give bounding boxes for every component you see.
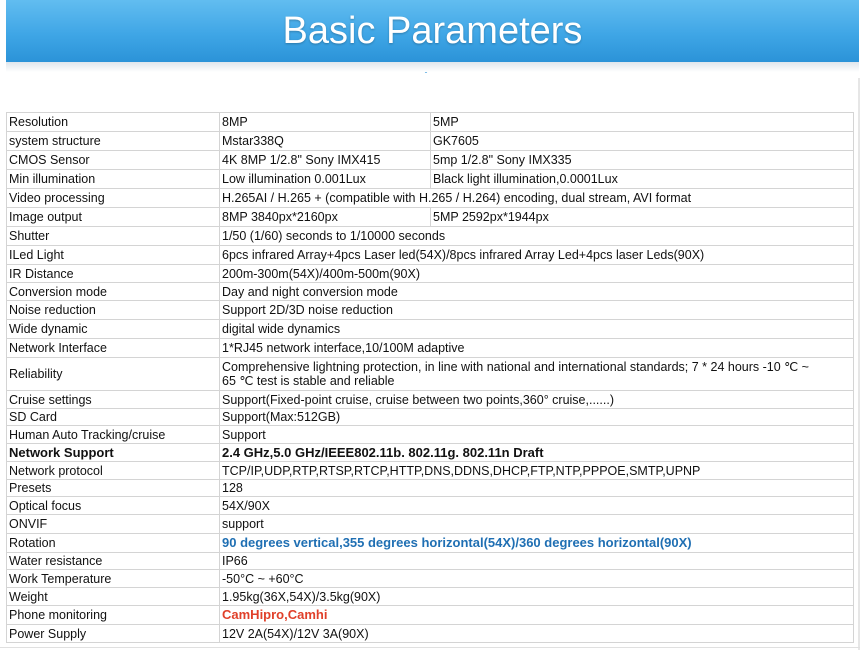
page-title: Basic Parameters (282, 10, 583, 52)
param-value: 2.4 GHz,5.0 GHz/IEEE802.11b. 802.11g. 802.11n Draft (220, 444, 854, 462)
param-label: IR Distance (7, 265, 220, 283)
table-row (7, 283, 854, 301)
param-label: Phone monitoring (7, 606, 220, 625)
param-label: Optical focus (7, 497, 220, 515)
table-row (7, 246, 854, 265)
param-value: 1.95kg(36X,54X)/3.5kg(90X) (220, 588, 854, 606)
param-value-8mp: 8MP 3840px*2160px (220, 208, 431, 227)
table-row (7, 570, 854, 588)
table-row (7, 132, 854, 151)
table-row (7, 480, 854, 497)
param-label: Power Supply (7, 625, 220, 643)
param-label: Min illumination (7, 170, 220, 189)
table-row (7, 515, 854, 534)
param-value: 200m-300m(54X)/400m-500m(90X) (220, 265, 854, 283)
param-label: ILed Light (7, 246, 220, 265)
param-label: Network Interface (7, 339, 220, 358)
table-row (7, 606, 854, 625)
param-value-8mp: 8MP (220, 113, 431, 132)
param-label: Image output (7, 208, 220, 227)
table-row (7, 625, 854, 643)
param-label: Network protocol (7, 462, 220, 480)
param-value: 128 (220, 480, 854, 497)
table-row (7, 301, 854, 320)
table-row (7, 358, 854, 391)
param-value-8mp: Mstar338Q (220, 132, 431, 151)
param-value-5mp: Black light illumination,0.0001Lux (431, 170, 854, 189)
param-label: Presets (7, 480, 220, 497)
param-label: Noise reduction (7, 301, 220, 320)
param-label: Conversion mode (7, 283, 220, 301)
param-value: Support(Max:512GB) (220, 409, 854, 426)
param-label: Video processing (7, 189, 220, 208)
table-row (7, 497, 854, 515)
table-row (7, 534, 854, 553)
param-value: Support 2D/3D noise reduction (220, 301, 854, 320)
table-row (7, 113, 854, 132)
param-label: Weight (7, 588, 220, 606)
param-value: Support (220, 426, 854, 444)
param-value: H.265AI / H.265 + (compatible with H.265 / H.264) encoding, dual stream, AVI format (220, 189, 854, 208)
param-label: Shutter (7, 227, 220, 246)
param-label: system structure (7, 132, 220, 151)
param-value: IP66 (220, 553, 854, 570)
param-value: 90 degrees vertical,355 degrees horizontal(54X)/360 degrees horizontal(90X) (220, 534, 854, 553)
param-value: Day and night conversion mode (220, 283, 854, 301)
param-label: Water resistance (7, 553, 220, 570)
param-label: CMOS Sensor (7, 151, 220, 170)
param-value: digital wide dynamics (220, 320, 854, 339)
param-label: Human Auto Tracking/cruise (7, 426, 220, 444)
param-value: 1*RJ45 network interface,10/100M adaptive (220, 339, 854, 358)
param-value: -50°C ~ +60°C (220, 570, 854, 588)
param-value: 1/50 (1/60) seconds to 1/10000 seconds (220, 227, 854, 246)
param-value-5mp: GK7605 (431, 132, 854, 151)
param-value-5mp: 5MP (431, 113, 854, 132)
table-row (7, 444, 854, 462)
table-row (7, 409, 854, 426)
table-row (7, 265, 854, 283)
param-label: ONVIF (7, 515, 220, 534)
table-row (7, 391, 854, 409)
table-row (7, 426, 854, 444)
param-value-8mp: Low illumination 0.001Lux (220, 170, 431, 189)
param-value: Support(Fixed-point cruise, cruise between two points,360° cruise,......) (220, 391, 854, 409)
param-label: Work Temperature (7, 570, 220, 588)
param-value: support (220, 515, 854, 534)
table-row (7, 320, 854, 339)
param-value-5mp: 5mp 1/2.8" Sony IMX335 (431, 151, 854, 170)
param-label: Cruise settings (7, 391, 220, 409)
banner-shadow (6, 62, 859, 72)
parameters-table (6, 112, 854, 643)
table-row (7, 151, 854, 170)
param-value: 54X/90X (220, 497, 854, 515)
table-row (7, 227, 854, 246)
param-value: Comprehensive lightning protection, in line with national and international standards; 7 * 24 hours -10 ℃ ~ 65 ℃ test is stable and reliable (220, 358, 854, 391)
title-banner (6, 0, 859, 62)
param-value: 6pcs infrared Array+4pcs Laser led(54X)/8pcs infrared Array Led+4pcs laser Leds(90X) (220, 246, 854, 265)
bottom-edge-line (0, 647, 860, 648)
table-row (7, 462, 854, 480)
param-value: 12V 2A(54X)/12V 3A(90X) (220, 625, 854, 643)
table-row (7, 208, 854, 227)
table-row (7, 189, 854, 208)
param-label: Network Support (7, 444, 220, 462)
param-value-5mp: 5MP 2592px*1944px (431, 208, 854, 227)
param-value: CamHipro,Camhi (220, 606, 854, 625)
table-row (7, 170, 854, 189)
table-row (7, 339, 854, 358)
param-label: SD Card (7, 409, 220, 426)
param-label: Wide dynamic (7, 320, 220, 339)
param-value: TCP/IP,UDP,RTP,RTSP,RTCP,HTTP,DNS,DDNS,DHCP,FTP,NTP,PPPOE,SMTP,UPNP (220, 462, 854, 480)
param-value-8mp: 4K 8MP 1/2.8" Sony IMX415 (220, 151, 431, 170)
param-label: Rotation (7, 534, 220, 553)
param-label: Reliability (7, 358, 220, 391)
param-label: Resolution (7, 113, 220, 132)
table-row (7, 588, 854, 606)
table-row (7, 553, 854, 570)
